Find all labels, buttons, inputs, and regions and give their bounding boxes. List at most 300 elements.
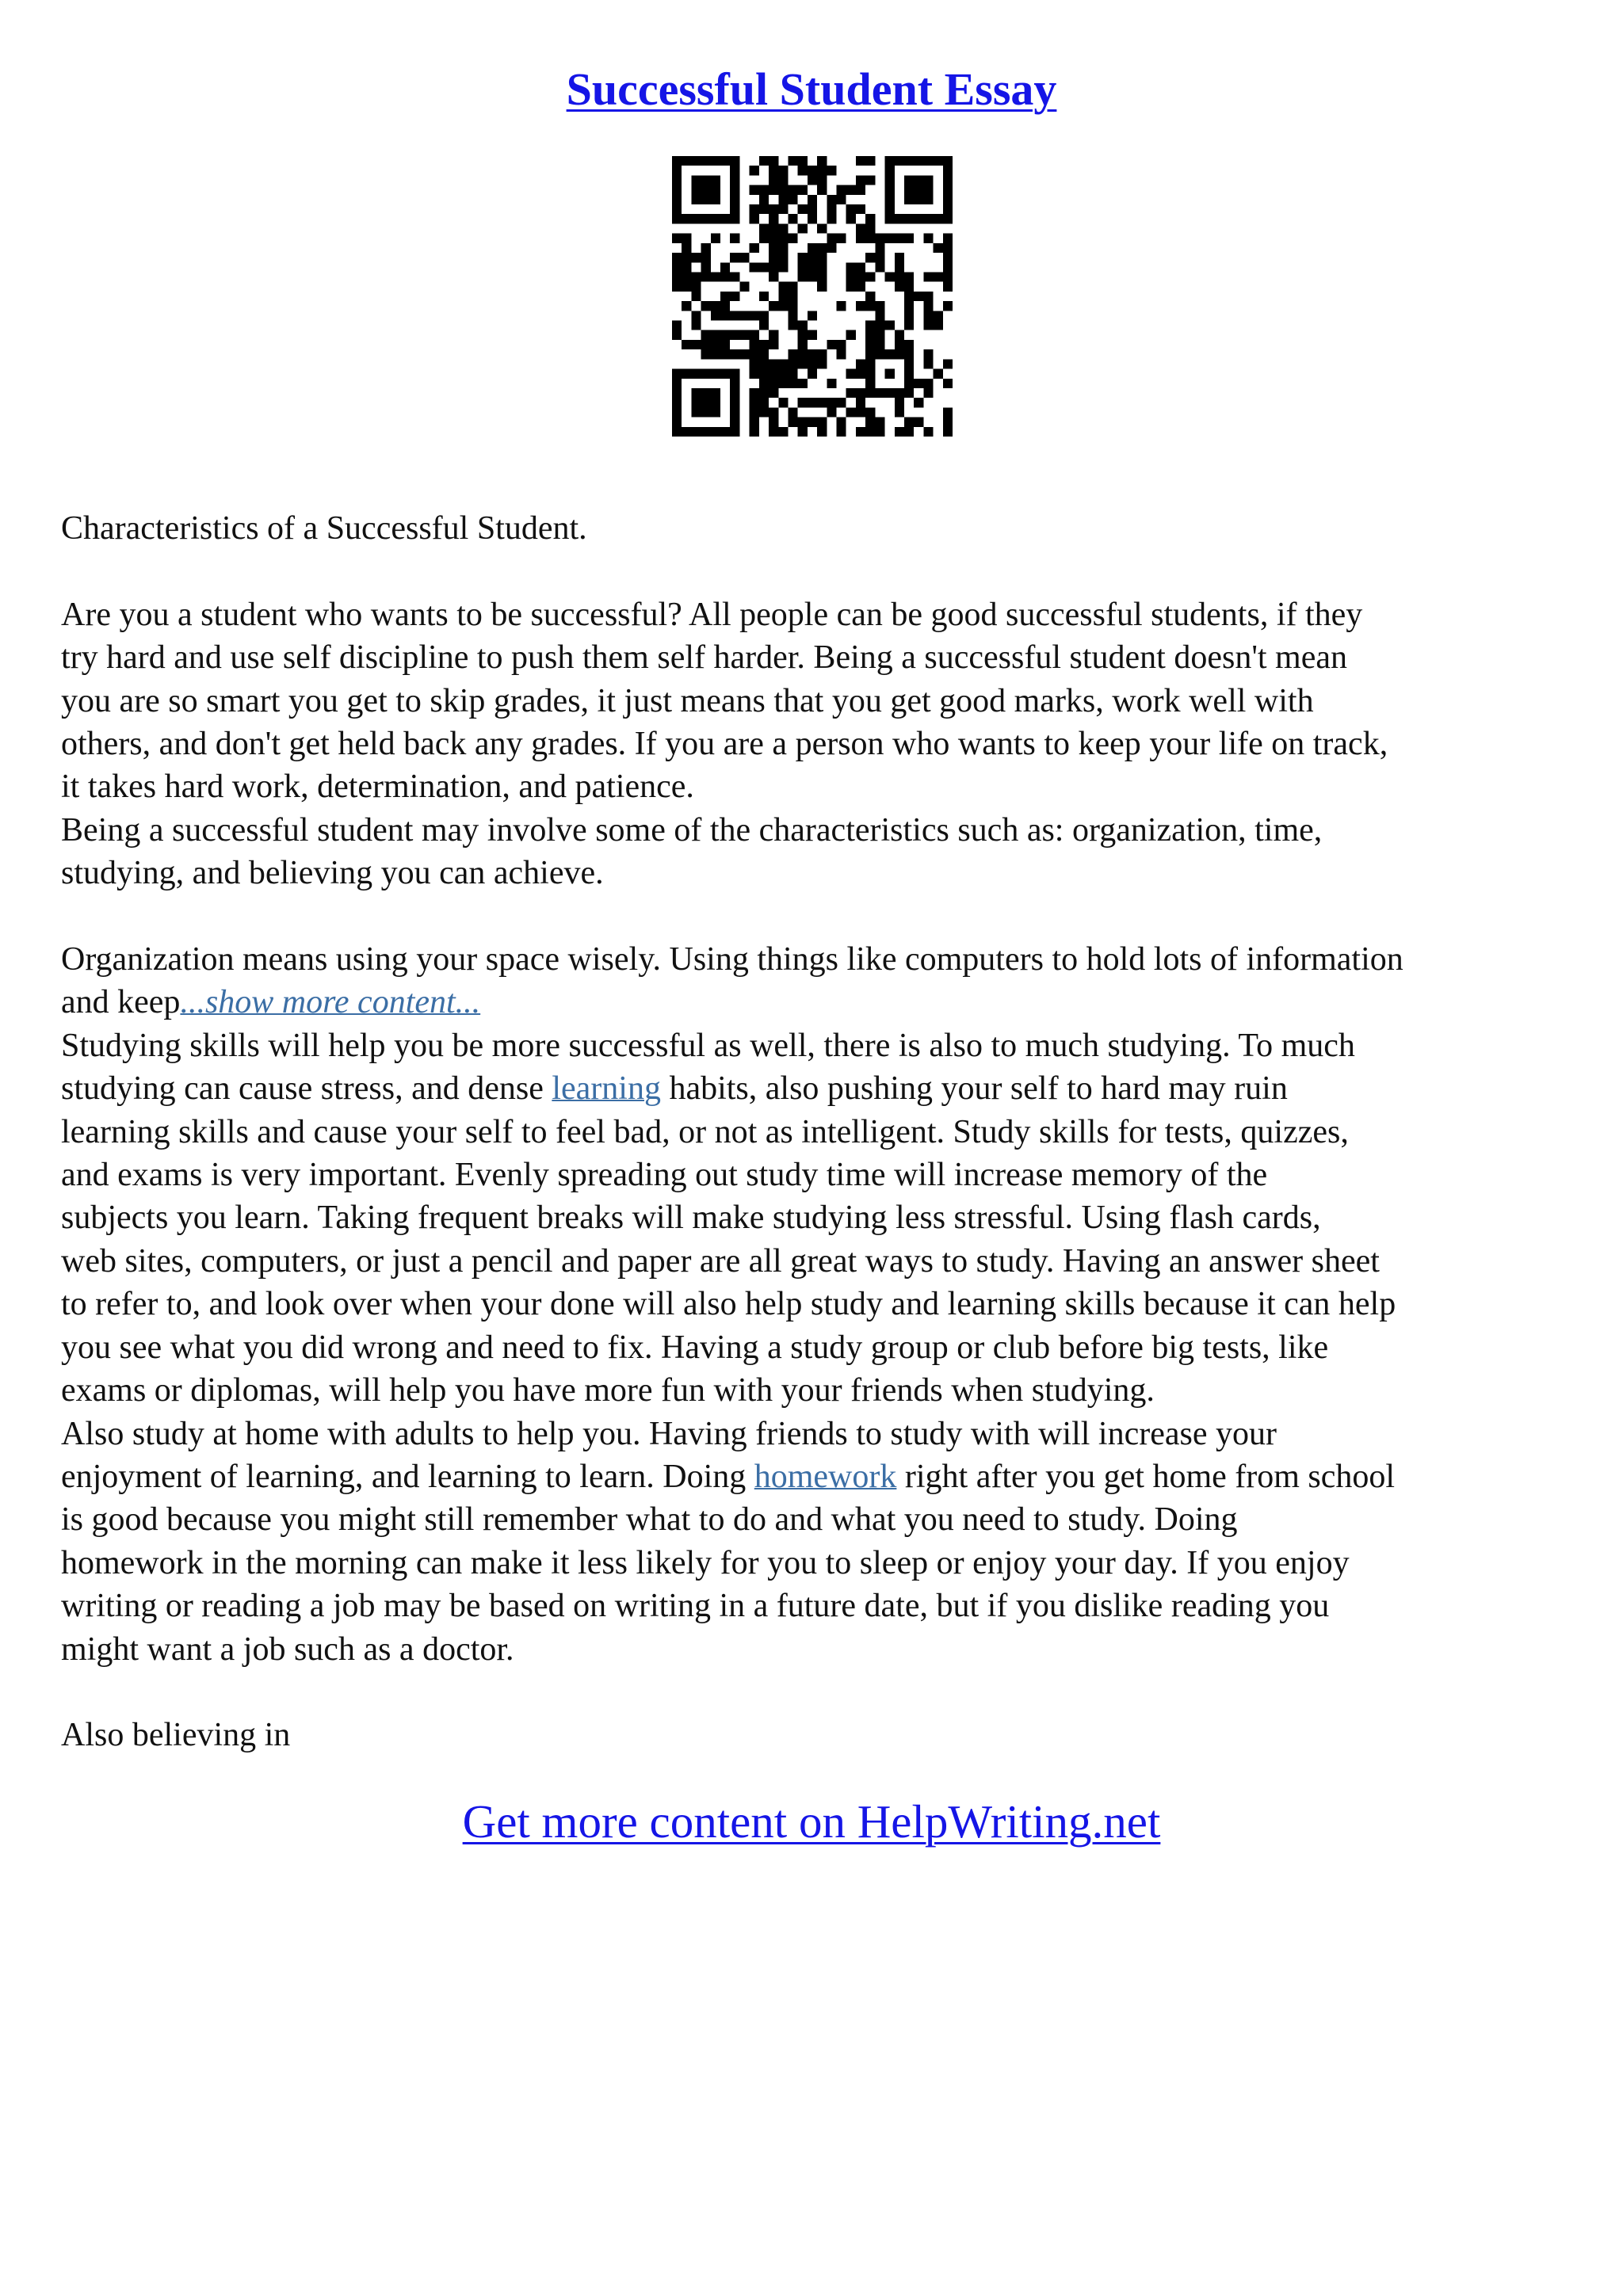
qr-module: [711, 311, 720, 320]
qr-module: [672, 282, 682, 292]
qr-module: [865, 418, 875, 427]
qr-module: [827, 214, 836, 223]
qr-module: [672, 418, 682, 427]
qr-module: [943, 262, 953, 272]
qr-module: [808, 195, 817, 204]
qr-module: [808, 272, 817, 281]
qr-module: [720, 262, 730, 272]
qr-module: [904, 388, 914, 398]
footer-cta: [0, 1791, 1623, 1852]
qr-module: [691, 427, 701, 437]
qr-module: [769, 253, 778, 262]
qr-module: [730, 330, 739, 340]
qr-module: [865, 330, 875, 340]
qr-module: [711, 340, 720, 349]
qr-module: [701, 156, 711, 166]
qr-module: [923, 272, 933, 281]
paragraph-line: [61, 1067, 1567, 1110]
qr-module: [750, 369, 759, 379]
qr-module: [778, 369, 788, 379]
qr-module: [865, 223, 875, 233]
qr-module: [856, 185, 865, 195]
qr-module: [720, 214, 730, 223]
qr-module: [720, 349, 730, 359]
qr-module: [730, 427, 739, 437]
qr-module: [885, 388, 895, 398]
qr-module: [817, 398, 827, 407]
qr-module: [701, 175, 711, 185]
qr-module: [778, 234, 788, 243]
qr-module: [682, 262, 691, 272]
qr-module: [750, 359, 759, 368]
qr-module: [914, 195, 923, 204]
helpwriting-link[interactable]: Get more content on HelpWriting.net: [462, 1795, 1161, 1848]
qr-module: [904, 185, 914, 195]
qr-module: [817, 359, 827, 368]
qr-module: [778, 292, 788, 301]
paragraph-text: habits, also pushing your self to hard may ruin: [660, 1070, 1288, 1108]
qr-module: [720, 301, 730, 311]
qr-module: [750, 398, 759, 407]
qr-module: [730, 292, 739, 301]
qr-module: [904, 292, 914, 301]
qr-module: [856, 407, 865, 417]
qr-module: [691, 340, 701, 349]
qr-module: [856, 175, 865, 185]
qr-module: [691, 369, 701, 379]
qr-module: [856, 369, 865, 379]
qr-module: [759, 369, 769, 379]
qr-module: [701, 407, 711, 417]
qr-module: [885, 321, 895, 330]
qr-code-image: [672, 156, 953, 437]
qr-module: [711, 369, 720, 379]
qr-module: [730, 388, 739, 398]
qr-module: [865, 369, 875, 379]
qr-module: [875, 301, 884, 311]
qr-module: [798, 330, 808, 340]
paragraph-line: others, and don't get held back any grades. If you are a person who wants to keep your life on track,: [61, 726, 1388, 763]
qr-module: [691, 253, 701, 262]
qr-module: [711, 407, 720, 417]
qr-module: [711, 175, 720, 185]
document-title: [0, 60, 1623, 119]
qr-module: [856, 223, 865, 233]
qr-module: [943, 272, 953, 281]
qr-module: [730, 214, 739, 223]
qr-module: [943, 418, 953, 427]
qr-module: [672, 262, 682, 272]
qr-module: [701, 214, 711, 223]
qr-module: [701, 262, 711, 272]
qr-module: [914, 292, 923, 301]
qr-module: [904, 214, 914, 223]
qr-module: [895, 330, 904, 340]
qr-module: [788, 214, 797, 223]
paragraph-text: right after you get home from school: [896, 1458, 1396, 1495]
paragraph-line: is good because you might still remember what to do and what you need to study. Doing: [61, 1501, 1238, 1539]
qr-module: [865, 388, 875, 398]
qr-module: [672, 166, 682, 175]
title-link[interactable]: Successful Student Essay: [566, 63, 1057, 115]
qr-module: [759, 349, 769, 359]
qr-module: [895, 262, 904, 272]
qr-module: [711, 388, 720, 398]
qr-module: [759, 398, 769, 407]
qr-module: [875, 340, 884, 349]
qr-module: [691, 282, 701, 292]
qr-module: [730, 398, 739, 407]
qr-module: [904, 195, 914, 204]
qr-module: [817, 262, 827, 272]
qr-module: [798, 349, 808, 359]
qr-module: [895, 272, 904, 281]
qr-module: [943, 253, 953, 262]
qr-module: [778, 166, 788, 175]
qr-module: [730, 407, 739, 417]
qr-module: [943, 185, 953, 195]
qr-module: [895, 234, 904, 243]
qr-module: [788, 292, 797, 301]
qr-module: [865, 156, 875, 166]
qr-module: [817, 253, 827, 262]
qr-module: [711, 349, 720, 359]
qr-module: [885, 204, 895, 214]
qr-module: [788, 407, 797, 417]
qr-module: [778, 185, 788, 195]
qr-module: [885, 185, 895, 195]
qr-module: [759, 223, 769, 233]
qr-module: [808, 214, 817, 223]
qr-module: [672, 204, 682, 214]
qr-module: [750, 418, 759, 427]
qr-module: [827, 407, 836, 417]
qr-module: [934, 321, 943, 330]
qr-module: [701, 349, 711, 359]
qr-module: [788, 359, 797, 368]
qr-module: [759, 359, 769, 368]
qr-module: [904, 321, 914, 330]
qr-module: [769, 234, 778, 243]
qr-module: [837, 418, 846, 427]
qr-module: [759, 311, 769, 320]
qr-module: [798, 418, 808, 427]
qr-module: [895, 398, 904, 407]
qr-module: [672, 185, 682, 195]
qr-module: [778, 243, 788, 253]
qr-module: [904, 418, 914, 427]
qr-module: [798, 166, 808, 175]
qr-module: [701, 330, 711, 340]
qr-module: [943, 175, 953, 185]
qr-module: [846, 369, 856, 379]
qr-module: [875, 349, 884, 359]
qr-module: [672, 330, 682, 340]
qr-module: [720, 156, 730, 166]
qr-module: [808, 398, 817, 407]
qr-module: [934, 311, 943, 320]
qr-module: [934, 243, 943, 253]
qr-module: [798, 427, 808, 437]
qr-module: [730, 204, 739, 214]
qr-module: [778, 359, 788, 368]
qr-module: [885, 214, 895, 223]
qr-module: [808, 311, 817, 320]
qr-module: [923, 427, 933, 437]
qr-module: [672, 369, 682, 379]
qr-module: [798, 340, 808, 349]
paragraph-line: Are you a student who wants to be successful? All people can be good successful students, if they: [61, 596, 1363, 633]
qr-module: [788, 369, 797, 379]
qr-module: [701, 243, 711, 253]
qr-module: [750, 262, 759, 272]
qr-module: [750, 427, 759, 437]
qr-module: [701, 195, 711, 204]
qr-module: [827, 204, 836, 214]
qr-module: [788, 301, 797, 311]
qr-module: [817, 243, 827, 253]
qr-module: [943, 156, 953, 166]
show-more-link[interactable]: ...show more content...: [180, 984, 481, 1021]
qr-module: [875, 330, 884, 340]
qr-module: [769, 166, 778, 175]
qr-module: [691, 388, 701, 398]
qr-module: [856, 427, 865, 437]
qr-module: [846, 330, 856, 340]
qr-module: [943, 166, 953, 175]
qr-module: [895, 427, 904, 437]
qr-module: [730, 253, 739, 262]
qr-module: [750, 407, 759, 417]
paragraph-line: you see what you did wrong and need to fix. Having a study group or club before big tests, like: [61, 1329, 1329, 1366]
qr-module: [875, 243, 884, 253]
qr-module: [739, 282, 749, 292]
qr-module: [943, 282, 953, 292]
paragraph-line: try hard and use self discipline to push them self harder. Being a successful student doesn't mean: [61, 639, 1348, 677]
qr-module: [904, 234, 914, 243]
paragraph-line: it takes hard work, determination, and patience.: [61, 769, 694, 806]
qr-module: [759, 195, 769, 204]
qr-module: [837, 185, 846, 195]
paragraph-gap: [61, 550, 1567, 593]
qr-module: [904, 369, 914, 379]
qr-module: [711, 185, 720, 195]
qr-module: [682, 272, 691, 281]
paragraph-line: Being a successful student may involve some of the characteristics such as: organization, time,: [61, 811, 1323, 849]
qr-module: [720, 369, 730, 379]
qr-module: [778, 282, 788, 292]
qr-module: [943, 427, 953, 437]
qr-module: [865, 175, 875, 185]
qr-module: [895, 349, 904, 359]
qr-module: [817, 156, 827, 166]
qr-module: [904, 282, 914, 292]
qr-module: [730, 175, 739, 185]
qr-module: [895, 282, 904, 292]
qr-module: [875, 311, 884, 320]
qr-module: [759, 156, 769, 166]
qr-module: [788, 379, 797, 388]
paragraph-line: you are so smart you get to skip grades, it just means that you get good marks, work well with: [61, 682, 1314, 719]
qr-module: [750, 185, 759, 195]
qr-module: [672, 272, 682, 281]
qr-module: [730, 166, 739, 175]
essay-body: [61, 507, 1567, 1757]
qr-module: [672, 175, 682, 185]
qr-module: [720, 330, 730, 340]
qr-module: [808, 418, 817, 427]
qr-module: [827, 398, 836, 407]
qr-module: [865, 407, 875, 417]
qr-module: [865, 349, 875, 359]
qr-module: [759, 321, 769, 330]
qr-module: [837, 234, 846, 243]
qr-module: [837, 340, 846, 349]
qr-module: [934, 272, 943, 281]
qr-module: [788, 321, 797, 330]
qr-module: [904, 340, 914, 349]
qr-module: [923, 388, 933, 398]
qr-module: [711, 398, 720, 407]
qr-module: [923, 185, 933, 195]
qr-module: [904, 349, 914, 359]
qr-module: [798, 223, 808, 233]
qr-module: [904, 311, 914, 320]
qr-module: [923, 292, 933, 301]
qr-module: [778, 175, 788, 185]
qr-module: [730, 195, 739, 204]
qr-module: [885, 234, 895, 243]
qr-module: [691, 292, 701, 301]
qr-module: [778, 262, 788, 272]
qr-module: [923, 156, 933, 166]
paragraph-text: studying can cause stress, and dense: [61, 1070, 552, 1108]
qr-module: [856, 234, 865, 243]
qr-module: [943, 243, 953, 253]
qr-module: [691, 185, 701, 195]
qr-module: [769, 185, 778, 195]
qr-module: [856, 359, 865, 368]
qr-module: [711, 156, 720, 166]
qr-module: [682, 234, 691, 243]
qr-module: [672, 234, 682, 243]
qr-module: [895, 388, 904, 398]
qr-module: [817, 282, 827, 292]
qr-module: [865, 379, 875, 388]
qr-module: [682, 156, 691, 166]
qr-module: [817, 272, 827, 281]
qr-module: [914, 418, 923, 427]
qr-module: [827, 195, 836, 204]
qr-module: [739, 311, 749, 320]
qr-module: [923, 379, 933, 388]
qr-module: [817, 223, 827, 233]
qr-module: [759, 234, 769, 243]
qr-module: [856, 156, 865, 166]
qr-module: [798, 359, 808, 368]
qr-module: [682, 243, 691, 253]
qr-module: [778, 427, 788, 437]
qr-module: [923, 214, 933, 223]
qr-module: [846, 282, 856, 292]
qr-module: [846, 214, 856, 223]
qr-module: [827, 340, 836, 349]
qr-module: [750, 388, 759, 398]
qr-module: [672, 156, 682, 166]
qr-module: [672, 321, 682, 330]
qr-module: [730, 234, 739, 243]
qr-module: [750, 214, 759, 223]
qr-module: [788, 282, 797, 292]
qr-module: [798, 272, 808, 281]
qr-module: [788, 195, 797, 204]
qr-module: [817, 418, 827, 427]
qr-module: [750, 349, 759, 359]
qr-module: [837, 427, 846, 437]
qr-module: [769, 379, 778, 388]
qr-module: [856, 204, 865, 214]
qr-module: [769, 204, 778, 214]
qr-module: [691, 195, 701, 204]
qr-module: [846, 272, 856, 281]
qr-module: [711, 301, 720, 311]
qr-module: [885, 369, 895, 379]
paragraph-line: writing or reading a job may be based on writing in a future date, but if you dislike reading you: [61, 1588, 1330, 1625]
qr-module: [701, 253, 711, 262]
qr-module: [778, 301, 788, 311]
qr-module: [943, 407, 953, 417]
qr-module: [914, 156, 923, 166]
qr-module: [798, 185, 808, 195]
qr-module: [943, 234, 953, 243]
qr-module: [943, 214, 953, 223]
qr-module: [923, 234, 933, 243]
qr-module: [682, 282, 691, 292]
qr-module: [846, 204, 856, 214]
learning-link[interactable]: learning: [552, 1070, 661, 1108]
qr-module: [769, 407, 778, 417]
qr-module: [750, 166, 759, 175]
qr-module: [923, 321, 933, 330]
qr-module: [934, 156, 943, 166]
qr-module: [875, 234, 884, 243]
qr-module: [943, 204, 953, 214]
qr-module: [720, 292, 730, 301]
qr-module: [798, 398, 808, 407]
qr-module: [904, 156, 914, 166]
qr-module: [769, 175, 778, 185]
qr-module: [856, 388, 865, 398]
qr-module: [865, 253, 875, 262]
qr-module: [837, 398, 846, 407]
qr-module: [865, 427, 875, 437]
qr-module: [827, 234, 836, 243]
qr-module: [923, 195, 933, 204]
qr-module: [923, 359, 933, 368]
qr-module: [750, 330, 759, 340]
qr-module: [808, 262, 817, 272]
qr-module: [856, 272, 865, 281]
qr-module: [885, 272, 895, 281]
qr-module: [730, 272, 739, 281]
qr-module: [701, 388, 711, 398]
qr-module: [672, 214, 682, 223]
paragraph-line: Studying skills will help you be more successful as well, there is also to much studying. To much: [61, 1027, 1355, 1064]
homework-link[interactable]: homework: [754, 1458, 897, 1495]
qr-module: [846, 407, 856, 417]
qr-module: [691, 272, 701, 281]
qr-module: [808, 204, 817, 214]
